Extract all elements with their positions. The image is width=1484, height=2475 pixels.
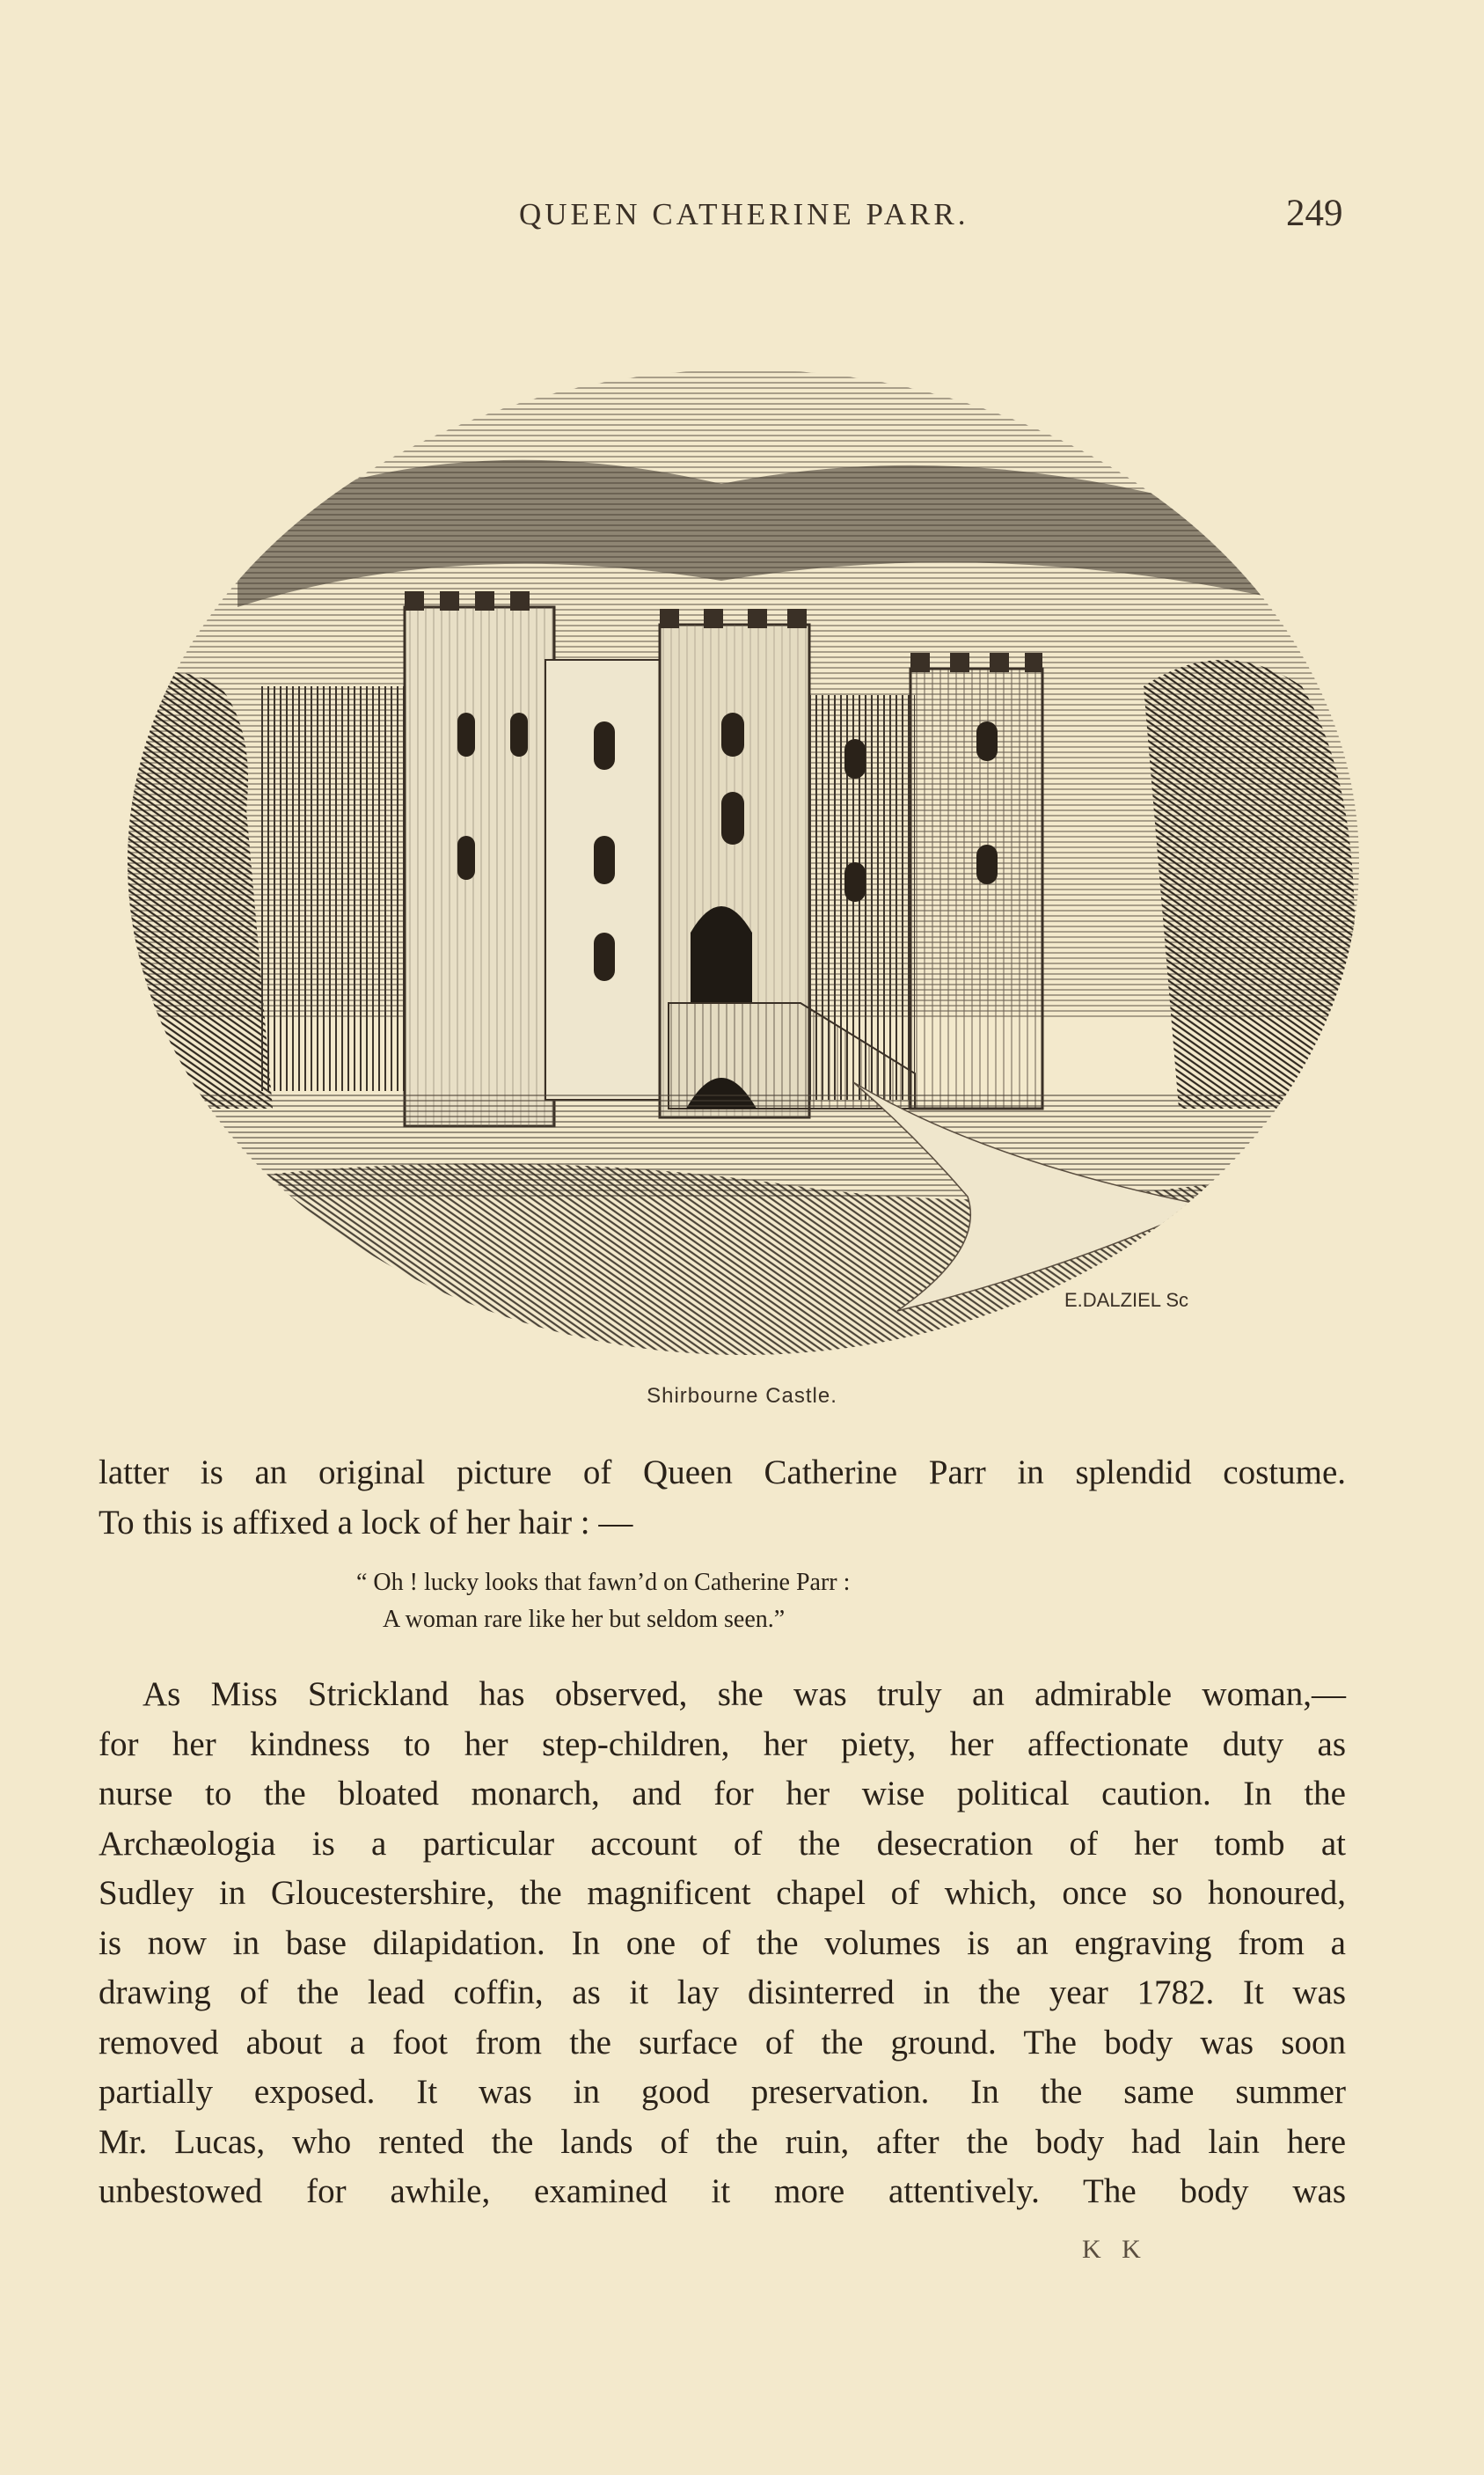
illustration-caption: Shirbourne Castle. — [647, 1384, 837, 1408]
signature-mark: K K — [1082, 2235, 1148, 2264]
text-line: drawing of the lead coffin, as it lay disinterred in the year 1782. It was — [99, 1973, 1346, 2011]
text-line: As Miss Strickland has observed, she was truly an admirable woman,— — [143, 1675, 1346, 1713]
text-line: is now in base dilapidation. In one of the volumes is an engraving from a — [99, 1923, 1346, 1962]
engraver-signature: E.DALZIEL Sc — [1064, 1289, 1189, 1311]
text-line: latter is an original picture of Queen Catherine Parr in splendid costume. — [99, 1454, 1346, 1491]
text-line: nurse to the bloated monarch, and for her wise political caution. In the — [99, 1775, 1346, 1812]
left-wing — [260, 686, 418, 1091]
verse-line: “ Oh ! lucky looks that fawn’d on Catherine Parr : — [356, 1569, 851, 1596]
verse-line: A woman rare like her but seldom seen.” — [383, 1606, 786, 1633]
text-line: To this is affixed a lock of her hair : — — [99, 1503, 633, 1541]
castle-engraving — [106, 317, 1381, 1373]
page-number: 249 — [1286, 193, 1343, 234]
running-title: QUEEN CATHERINE PARR. — [519, 197, 969, 231]
paragraph-2 — [99, 1670, 1346, 2217]
text-line: for her kindness to her step-children, her piety, her affectionate duty as — [99, 1724, 1346, 1763]
text-line: Archæologia is a particular account of the desecration of her tomb at — [99, 1824, 1346, 1863]
paragraph-1 — [99, 1448, 1346, 1548]
text-line: Mr. Lucas, who rented the lands of the ruin, after the body had lain here — [99, 2122, 1346, 2161]
gate-arch — [691, 906, 752, 1003]
text-line: removed about a foot from the surface of the ground. The body was soon — [99, 2023, 1346, 2061]
text-line: partially exposed. It was in good preservation. In the same summer — [99, 2073, 1346, 2111]
text-line: Sudley in Gloucestershire, the magnificent chapel of which, once so honoured, — [99, 1874, 1346, 1912]
text-line: unbestowed for awhile, examined it more attentively. The body was — [99, 2172, 1346, 2210]
verse-quotation — [356, 1564, 1148, 1638]
